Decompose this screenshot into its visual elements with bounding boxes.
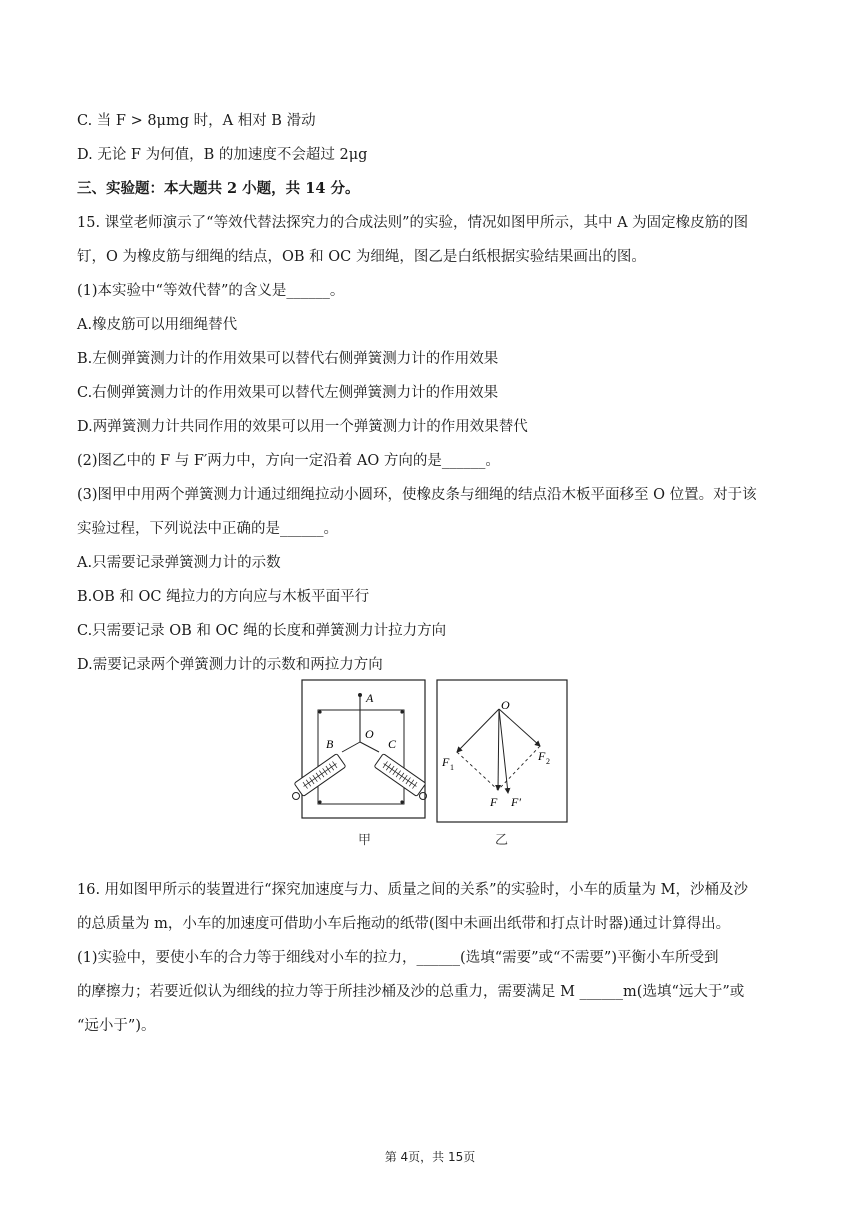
q15-part1-option-a: A.橡皮筋可以用细绳替代 <box>77 317 238 333</box>
caption-yi: 乙 <box>495 833 509 848</box>
page-footer: 第 4页，共 15页 <box>384 1150 476 1164</box>
dashed-f2-to-f <box>498 746 540 790</box>
arrow-f <box>498 709 499 790</box>
figure-yi <box>437 680 567 848</box>
yi-label-fprime: F′ <box>511 795 521 809</box>
label-c: C <box>388 737 397 751</box>
label-o: O <box>365 727 374 741</box>
q16-part1-line2: 的摩擦力；若要近似认为细线的拉力等于所挂沙桶及沙的总重力，需要满足 M ______m(选填“远大于”或 <box>77 984 745 1000</box>
option-c-q14: C. 当 F > 8μmg 时，A 相对 B 滑动 <box>77 113 316 129</box>
arrow-fprime <box>499 709 508 793</box>
figure-jia <box>293 680 427 848</box>
experiment-figures <box>282 676 572 856</box>
q15-part1: (1)本实验中“等效代替”的含义是______。 <box>77 283 345 299</box>
section-heading: 三、实验题：本大题共 2 小题，共 14 分。 <box>77 180 360 197</box>
q15-part3-option-b: B.OB 和 OC 绳拉力的方向应与木板平面平行 <box>77 589 370 605</box>
q15-stem-line2: 钉，O 为橡皮筋与细绳的结点，OB 和 OC 为细绳，图乙是白纸根据实验结果画出的图。 <box>77 249 646 265</box>
q16-stem-line2: 的总质量为 m，小车的加速度可借助小车后拖动的纸带(图中未画出纸带和打点计时器)通过计算得出。 <box>77 916 731 932</box>
q15-part3-option-c: C.只需要记录 OB 和 OC 绳的长度和弹簧测力计拉力方向 <box>77 623 447 639</box>
rope-oc <box>360 742 379 752</box>
q15-part3-line1: (3)图甲中用两个弹簧测力计通过细绳拉动小圆环，使橡皮条与细绳的结点沿木板平面移至 O 位置。对于该 <box>77 487 757 503</box>
spring-scale-right <box>374 754 426 797</box>
ring-left <box>293 793 300 800</box>
label-a: A <box>366 691 374 705</box>
q16-part1-line3: “远小于”)。 <box>77 1018 156 1034</box>
q15-stem-line1: 15. 课堂老师演示了“等效代替法探究力的合成法则”的实验，情况如图甲所示，其中 A 为固定橡皮筋的图 <box>77 215 749 231</box>
dashed-f1-to-f <box>457 752 498 790</box>
label-b: B <box>326 737 334 751</box>
caption-jia: 甲 <box>358 833 372 848</box>
q15-part1-option-d: D.两弹簧测力计共同作用的效果可以用一个弹簧测力计的作用效果替代 <box>77 419 528 435</box>
yi-label-f: F <box>490 795 498 809</box>
yi-label-f1: F <box>442 755 450 769</box>
q16-stem-line1: 16. 用如图甲所示的装置进行“探究加速度与力、质量之间的关系”的实验时，小车的质量为 M，沙桶及沙 <box>77 882 748 898</box>
q15-part3-option-d: D.需要记录两个弹簧测力计的示数和两拉力方向 <box>77 657 383 673</box>
yi-label-f1-sub: 1 <box>450 763 454 772</box>
yi-label-f2-sub: 2 <box>546 757 550 766</box>
q15-part1-option-b: B.左侧弹簧测力计的作用效果可以替代右侧弹簧测力计的作用效果 <box>77 351 499 367</box>
yi-label-o: O <box>501 698 510 712</box>
arrow-f1 <box>457 709 499 752</box>
q15-part2: (2)图乙中的 F 与 F′两力中，方向一定沿着 AO 方向的是______。 <box>77 453 500 469</box>
yi-label-f2: F <box>538 749 546 763</box>
pin-tl <box>318 710 321 713</box>
option-d-q14: D. 无论 F 为何值，B 的加速度不会超过 2μg <box>77 147 368 163</box>
arrow-f2 <box>499 709 540 746</box>
rope-ob <box>342 742 360 752</box>
pin-bl <box>318 800 321 803</box>
pin-tr <box>400 710 403 713</box>
figures-svg <box>282 676 572 856</box>
pin-br <box>400 800 403 803</box>
q15-part3-option-a: A.只需要记录弹簧测力计的示数 <box>77 555 281 571</box>
q15-part3-line2: 实验过程，下列说法中正确的是______。 <box>77 521 338 537</box>
q16-part1-line1: (1)实验中，要使小车的合力等于细线对小车的拉力，______(选填“需要”或“不需要”)平衡小车所受到 <box>77 950 719 966</box>
q15-part1-option-c: C.右侧弹簧测力计的作用效果可以替代左侧弹簧测力计的作用效果 <box>77 385 499 401</box>
board-outer <box>302 680 425 818</box>
